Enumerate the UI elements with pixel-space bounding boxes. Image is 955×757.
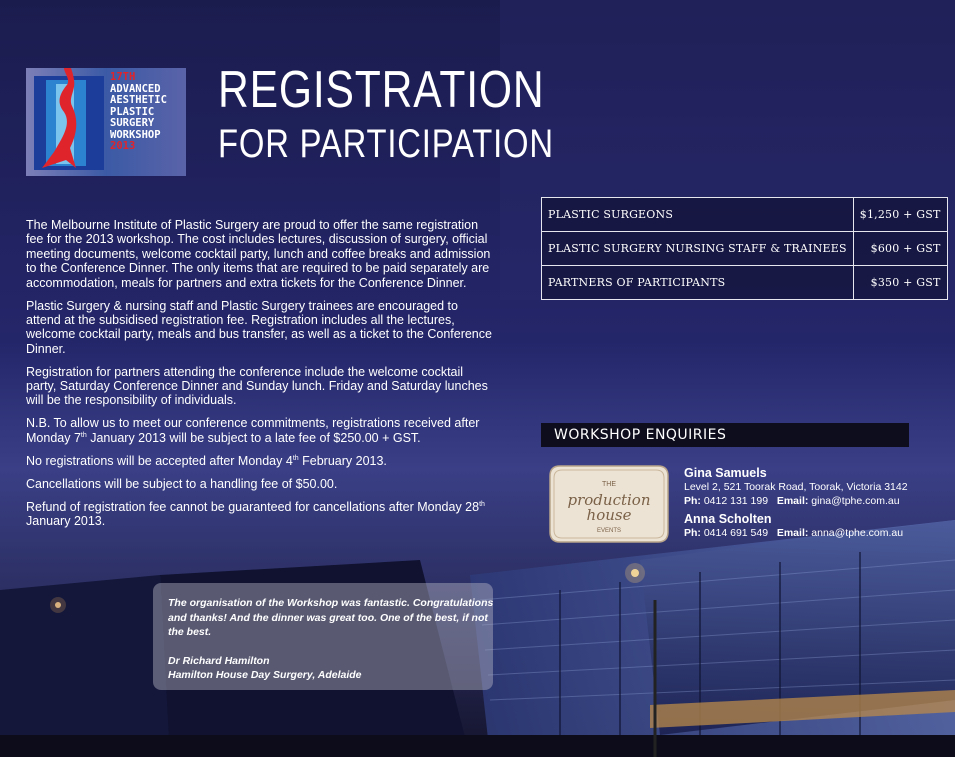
testimonial-text xyxy=(168,596,498,683)
fee-price: $1,250 + GST xyxy=(853,198,947,232)
logo-line: AESTHETIC xyxy=(110,94,167,106)
fee-category: PARTNERS OF PARTICIPANTS xyxy=(542,266,854,300)
contact-gina xyxy=(684,466,944,508)
badge-bottom: EVENTS xyxy=(596,528,622,534)
text-segment: January 2013. xyxy=(26,513,106,528)
contact-line xyxy=(684,526,944,540)
logo-line: ADVANCED xyxy=(110,82,161,95)
phone-label: Ph: xyxy=(684,495,701,507)
enquiries-heading: WORKSHOP ENQUIRIES xyxy=(541,423,909,447)
fee-price: $600 + GST xyxy=(853,232,947,266)
testimonial-organisation: Hamilton House Day Surgery, Adelaide xyxy=(168,669,362,681)
logo-line: WORKSHOP xyxy=(110,128,161,141)
paragraph: The Melbourne Institute of Plastic Surgery are proud to offer the same registration fee for the 2013 workshop. The cost includes lectures, discussion of surgery, official meeting documents, welcome cocktail party, lunch and coffee breaks and admission to the Conference Dinner. The only items that are required to be paid separately are accommodation, meals for partners and extra tickets for the Conference Dinner. xyxy=(26,218,491,290)
logo-text xyxy=(110,72,167,153)
fee-price: $350 + GST xyxy=(853,266,947,300)
fee-category: PLASTIC SURGEONS xyxy=(542,198,854,232)
table-row xyxy=(542,198,948,232)
paragraph: Cancellations will be subject to a handling fee of $50.00. xyxy=(26,476,338,491)
phone-number[interactable]: 0412 131 199 xyxy=(703,495,769,507)
production-house-logo xyxy=(546,462,672,546)
text-segment: N.B. To allow us to meet our conference commitments, registrations received after Monday 7 xyxy=(26,416,480,445)
paragraph: Plastic Surgery & nursing staff and Plastic Surgery trainees are encouraged to attend at the subsidised registration fee. Registration includes all the lectures, welcome cocktail party, meals and bus transfer, as well as a ticket to the Conference Dinner. xyxy=(26,298,492,356)
text-segment: No registrations will be accepted after Monday 4 xyxy=(26,453,293,468)
testimonial-author: Dr Richard Hamilton xyxy=(168,654,270,667)
logo-line: PLASTIC xyxy=(110,105,155,118)
text-segment: Refund of registration fee cannot be guaranteed for cancellations after Monday 28 xyxy=(26,499,480,514)
badge-line1: production xyxy=(567,491,651,509)
email-link[interactable]: gina@tphe.com.au xyxy=(811,495,900,507)
fee-table xyxy=(541,197,948,300)
contact-address: Level 2, 521 Toorak Road, Toorak, Victoria 3142 xyxy=(684,481,908,493)
superscript: th xyxy=(80,431,87,439)
contact-line xyxy=(684,494,944,508)
email-link[interactable]: anna@tphe.com.au xyxy=(811,527,904,539)
badge-line2: house xyxy=(586,506,632,524)
logo-line-edition: 17TH xyxy=(110,71,136,83)
page-title: REGISTRATION xyxy=(218,61,545,119)
table-row xyxy=(542,232,948,266)
phone-label: Ph: xyxy=(684,527,701,539)
paragraph-deadline xyxy=(26,454,496,468)
page-subtitle: FOR PARTICIPATION xyxy=(218,122,554,166)
email-label: Email: xyxy=(776,527,809,539)
badge-top: THE xyxy=(602,481,616,488)
text-segment: February 2013. xyxy=(298,453,387,468)
fee-category: PLASTIC SURGERY NURSING STAFF & TRAINEES xyxy=(542,232,854,266)
contact-name: Anna Scholten xyxy=(684,512,772,526)
superscript: th xyxy=(292,454,299,462)
paragraph-late-fee xyxy=(26,416,496,445)
logo-line: SURGERY xyxy=(110,117,155,129)
table-row xyxy=(542,266,948,300)
phone-number[interactable]: 0414 691 549 xyxy=(703,527,769,539)
registration-details xyxy=(26,218,496,537)
contact-name: Gina Samuels xyxy=(684,466,767,480)
logo-line-year: 2013 xyxy=(110,140,136,152)
paragraph: Registration for partners attending the conference include the welcome cocktail party, Saturday Conference Dinner and Sunday lunch. Friday and Saturday lunches will be the responsibility of individuals. xyxy=(26,364,488,408)
superscript: th xyxy=(479,500,485,508)
email-label: Email: xyxy=(776,495,809,507)
text-segment: January 2013 will be subject to a late fee of $250.00 + GST. xyxy=(86,430,421,445)
testimonial-quote: The organisation of the Workshop was fantastic. Congratulations and thanks! And the dinner was great too. One of the best, if not the best. xyxy=(168,597,494,638)
paragraph-refund xyxy=(26,500,496,529)
contact-anna xyxy=(684,512,944,540)
